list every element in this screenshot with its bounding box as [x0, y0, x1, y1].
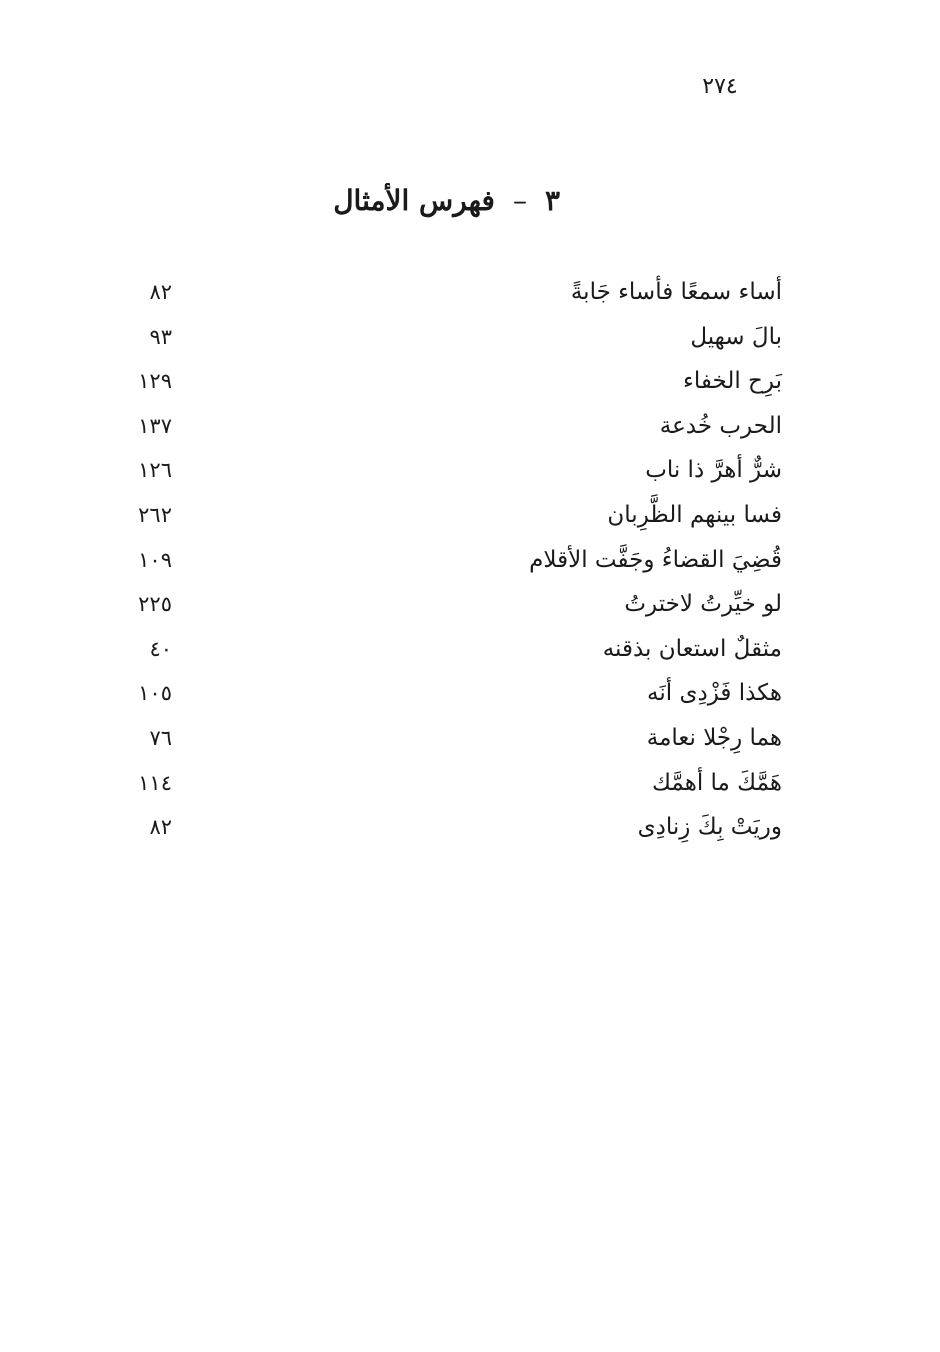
page-reference: ١٠٥ [138, 681, 172, 706]
page-reference: ١٣٧ [138, 413, 172, 438]
section-number: ٣ [544, 184, 560, 217]
page-reference: ٤٠ [149, 636, 172, 661]
index-entry [110, 315, 782, 360]
proverb-text: بَرِح الخفاء [683, 368, 782, 395]
proverb-text: شرٌّ أهرَّ ذا ناب [645, 457, 782, 484]
page-reference: ٢٦٢ [138, 502, 172, 527]
section-title-text: فهرس الأمثال [333, 184, 495, 217]
proverbs-index-list [110, 270, 782, 850]
index-entry [110, 493, 782, 538]
page-reference: ٨٢ [149, 815, 172, 840]
page-reference: ١٢٦ [138, 458, 172, 483]
proverb-text: هما رِجْلا نعامة [646, 724, 782, 751]
proverb-text: هكذا فَزْدِى أنَه [647, 680, 782, 707]
index-entry [110, 270, 782, 315]
proverb-text: قُضِيَ القضاءُ وجَفَّت الأقلام [529, 546, 782, 573]
title-dash: – [512, 184, 527, 217]
page-reference: ١٢٩ [138, 369, 172, 394]
page-reference: ٢٢٥ [138, 592, 172, 617]
page-reference: ١١٤ [138, 770, 172, 795]
page-reference: ١٠٩ [138, 547, 172, 572]
index-entry [110, 538, 782, 583]
index-entry [110, 761, 782, 806]
index-entry [110, 671, 782, 716]
index-entry [110, 627, 782, 672]
proverb-text: هَمَّكَ ما أهمَّك [652, 769, 782, 796]
proverb-text: لو خيِّرتُ لاخترتُ [624, 591, 782, 618]
proverb-text: بالَ سهيل [690, 323, 782, 350]
page-reference: ٧٦ [149, 725, 172, 750]
index-entry [110, 404, 782, 449]
proverb-text: الحرب خُدعة [659, 412, 782, 439]
proverb-text: وريَتْ بِكَ زِنادِى [637, 814, 782, 841]
index-entry [110, 805, 782, 850]
proverb-text: فسا بينهم الظَّرِبان [607, 501, 782, 528]
index-entry [110, 359, 782, 404]
index-entry [110, 582, 782, 627]
proverb-text: أساء سمعًا فأساء جَابةً [570, 279, 782, 305]
page-number: ٢٧٤ [702, 74, 738, 99]
page-reference: ٩٣ [149, 324, 172, 349]
index-entry [110, 716, 782, 761]
proverb-text: مثقلٌ استعان بذقنه [602, 635, 782, 662]
section-title [300, 184, 560, 217]
page-reference: ٨٢ [149, 280, 172, 304]
index-entry [110, 448, 782, 493]
